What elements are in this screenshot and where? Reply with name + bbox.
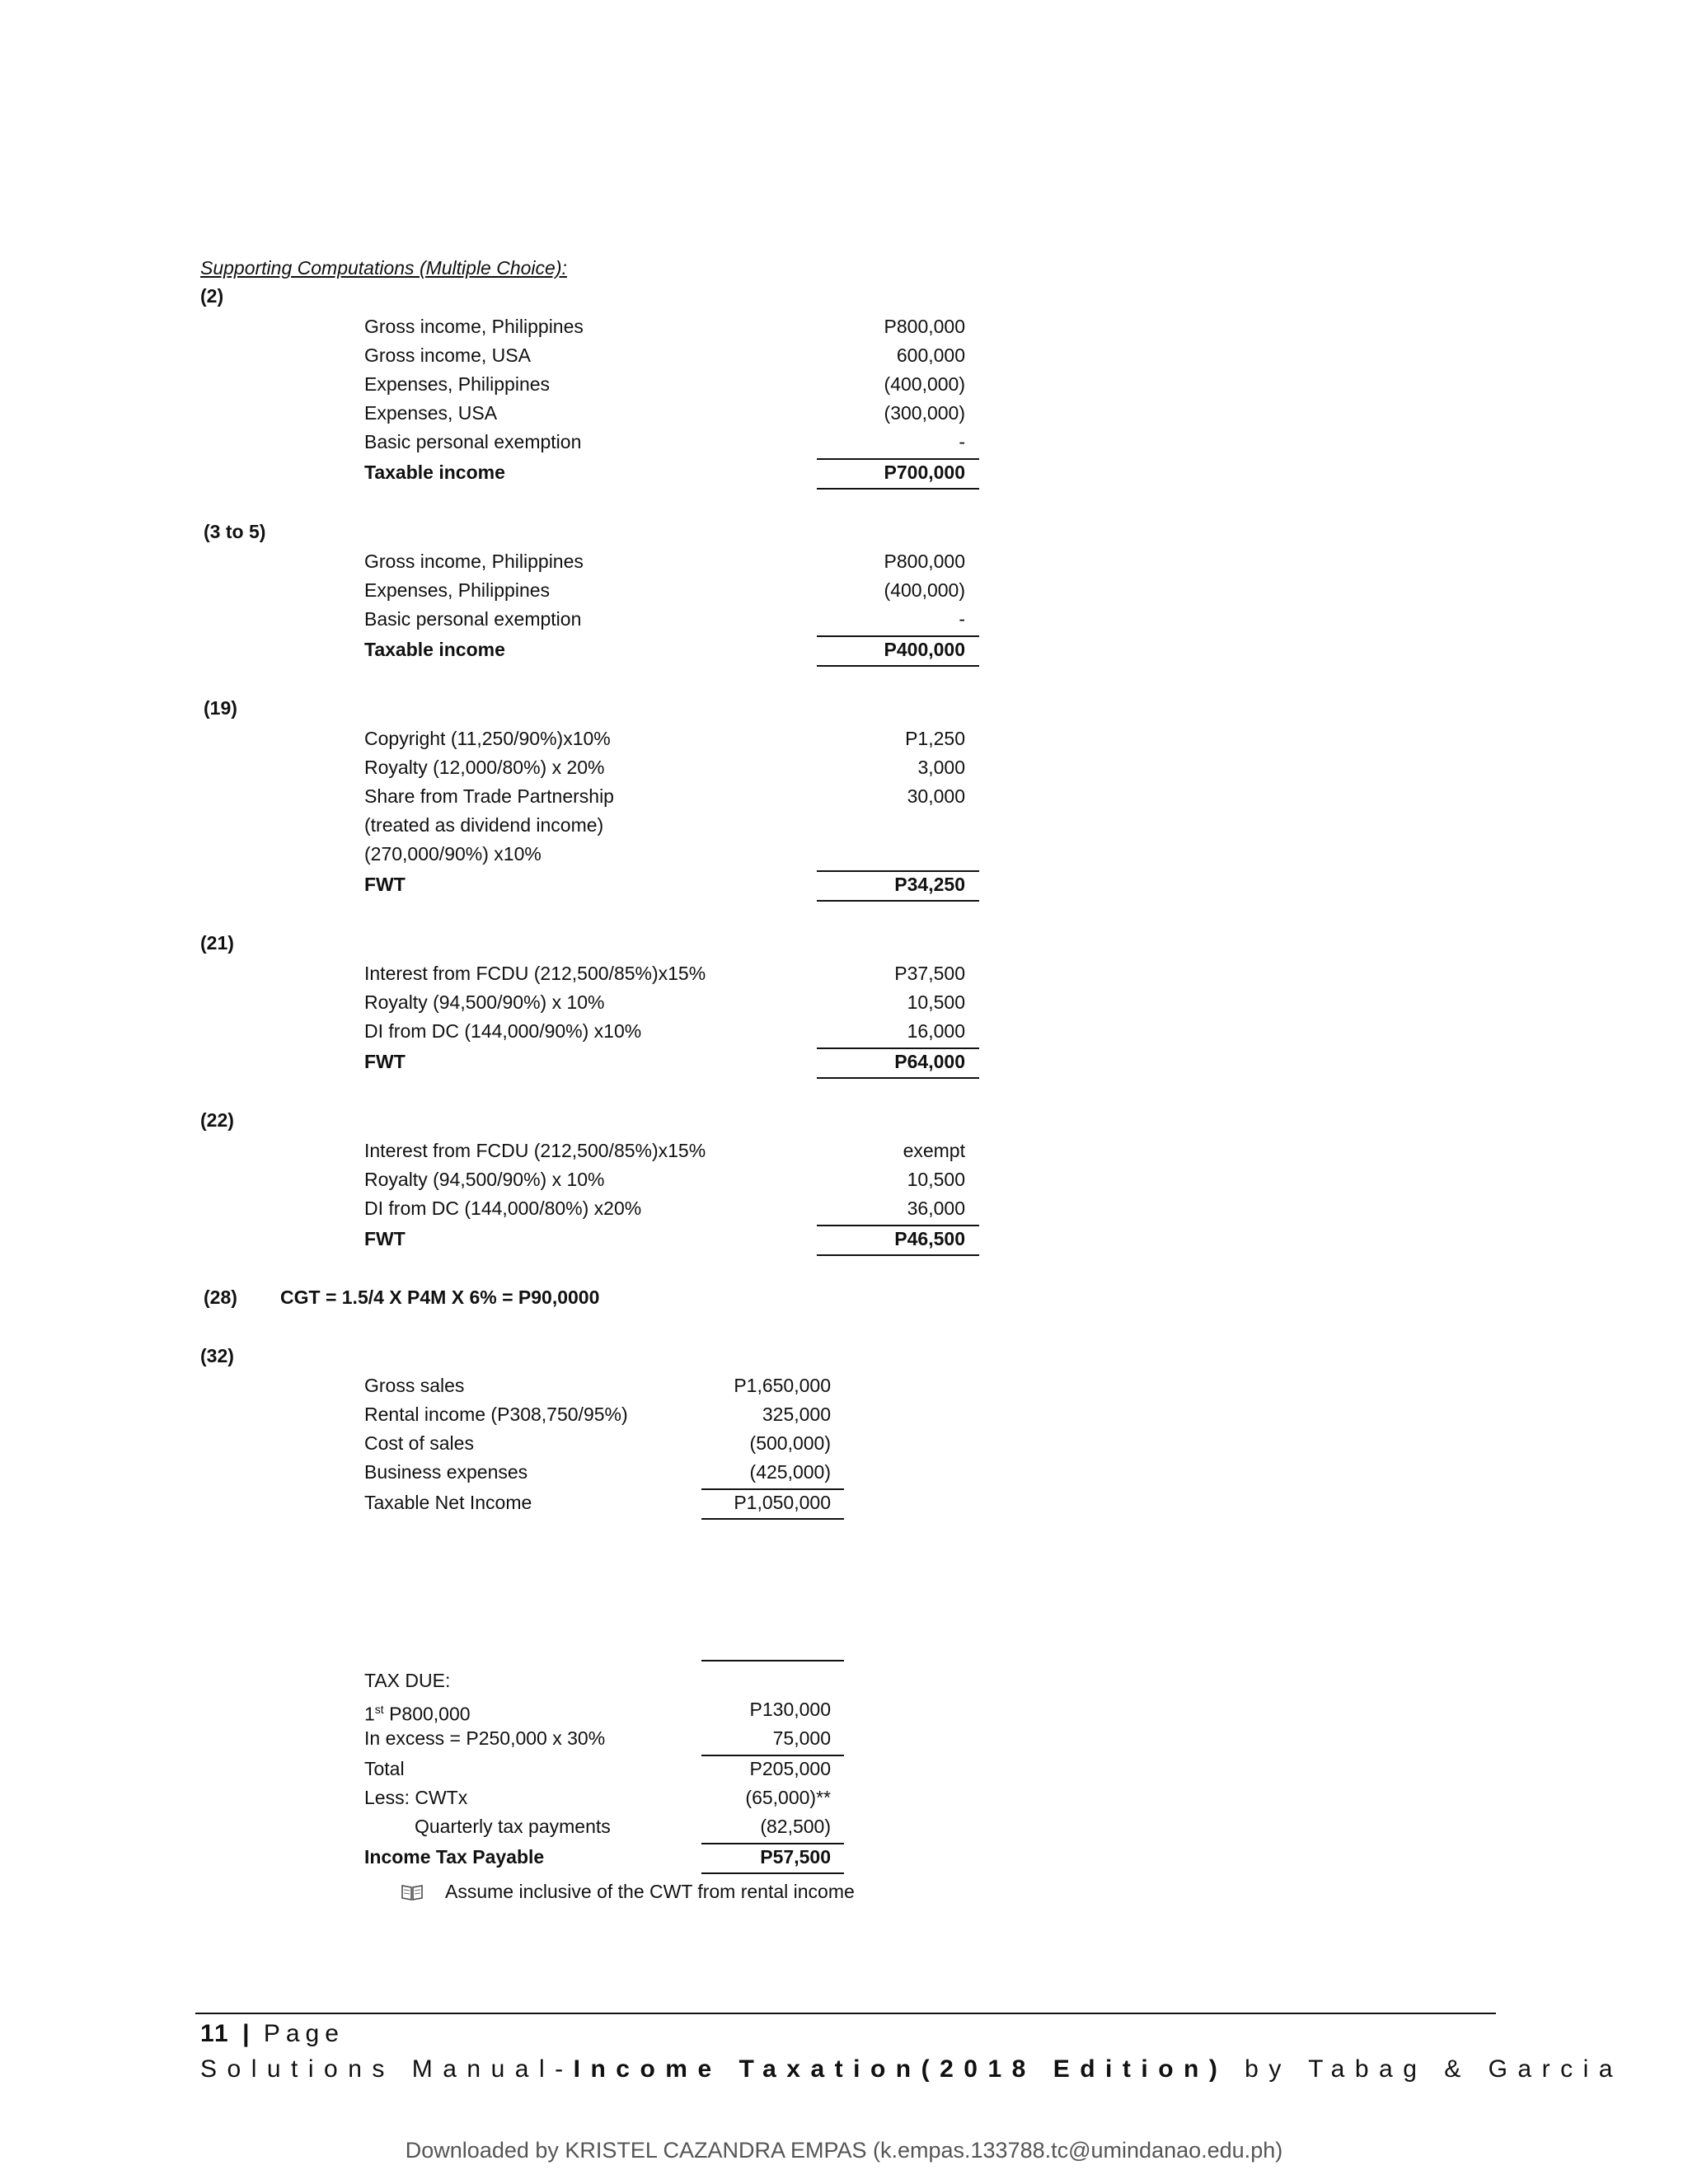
- total-rule: [701, 1518, 844, 1520]
- row-value: 3,000: [917, 757, 965, 778]
- row-value: -: [959, 431, 965, 452]
- row-value: 325,000: [762, 1404, 831, 1425]
- row-label: DI from DC (144,000/90%) x10%: [364, 1020, 642, 1042]
- row-value: (500,000): [749, 1432, 831, 1454]
- row-value: 36,000: [907, 1197, 965, 1219]
- total-rule: [817, 488, 979, 490]
- row-label: Expenses, Philippines: [364, 373, 551, 395]
- row-value: (400,000): [884, 373, 965, 395]
- total-label: Taxable income: [364, 639, 505, 660]
- row-value: 16,000: [907, 1020, 965, 1042]
- row-value: 10,500: [907, 991, 965, 1013]
- row-label: Rental income (P308,750/95%): [364, 1404, 628, 1425]
- total-label: Taxable Net Income: [364, 1492, 532, 1513]
- row-label: Basic personal exemption: [364, 608, 582, 630]
- total-tax-label: Total: [364, 1758, 405, 1779]
- row-value: (425,000): [749, 1461, 831, 1483]
- excess-label: In excess = P250,000 x 30%: [364, 1727, 606, 1749]
- row-label: Royalty (94,500/90%) x 10%: [364, 1169, 605, 1190]
- row-label: Expenses, Philippines: [364, 579, 551, 601]
- book-icon: [401, 1883, 424, 1901]
- quarterly-label: Quarterly tax payments: [415, 1816, 611, 1837]
- page-number: 11 | Page: [200, 2020, 345, 2047]
- row-label: Gross sales: [364, 1375, 465, 1396]
- total-tax-value: P205,000: [749, 1758, 831, 1779]
- total-value: P400,000: [884, 639, 965, 660]
- total-value: P34,250: [894, 874, 965, 895]
- row-label: Interest from FCDU (212,500/85%)x15%: [364, 963, 706, 984]
- income-tax-payable-value: P57,500: [760, 1846, 831, 1868]
- row-label: Royalty (94,500/90%) x 10%: [364, 991, 605, 1013]
- row-label: Business expenses: [364, 1461, 528, 1483]
- row-label: Copyright (11,250/90%)x10%: [364, 728, 611, 749]
- section-2-label: (2): [200, 285, 224, 307]
- row-value: (400,000): [884, 579, 965, 601]
- row-label: Royalty (12,000/80%) x 20%: [364, 757, 605, 778]
- row-value: 10,500: [907, 1169, 965, 1190]
- footnote: Assume inclusive of the CWT from rental income: [445, 1881, 855, 1902]
- row-value: P800,000: [884, 551, 965, 572]
- total-rule: [817, 1254, 979, 1256]
- section-21-label: (21): [200, 932, 234, 954]
- row-value: P800,000: [884, 316, 965, 337]
- section-32-label: (32): [200, 1345, 234, 1366]
- row-label: Interest from FCDU (212,500/85%)x15%: [364, 1140, 706, 1161]
- total-label: FWT: [364, 1051, 406, 1072]
- row-value: P1,650,000: [734, 1375, 831, 1396]
- row-label: Gross income, USA: [364, 344, 531, 366]
- cgt-formula: CGT = 1.5/4 X P4M X 6% = P90,0000: [280, 1286, 600, 1308]
- tax-due-title: TAX DUE:: [364, 1670, 451, 1691]
- row-label: Gross income, Philippines: [364, 316, 584, 337]
- supporting-computations-heading: Supporting Computations (Multiple Choice):: [200, 257, 567, 279]
- total-rule: [701, 1872, 844, 1874]
- tax-due-top-rule: [701, 1660, 844, 1661]
- total-label: Taxable income: [364, 462, 505, 483]
- book-title: Solutions Manual-Income Taxation(2018 Edition) by Tabag & Garcia: [200, 2055, 1623, 2083]
- cwt-value: (65,000)**: [745, 1787, 831, 1808]
- section-28-label: (28): [204, 1286, 237, 1308]
- row-label: DI from DC (144,000/80%) x20%: [364, 1197, 642, 1219]
- total-value: P64,000: [894, 1051, 965, 1072]
- row-label: Gross income, Philippines: [364, 551, 584, 572]
- row-label: Share from Trade Partnership: [364, 785, 614, 807]
- first-bracket-value: P130,000: [749, 1699, 831, 1720]
- row-value: (300,000): [884, 402, 965, 424]
- first-bracket-label: 1st P800,000: [364, 1703, 471, 1725]
- footer-rule: [195, 2013, 1496, 2014]
- row-label: (270,000/90%) x10%: [364, 843, 542, 865]
- section-3-to-5-label: (3 to 5): [204, 521, 266, 542]
- income-tax-payable-label: Income Tax Payable: [364, 1846, 545, 1868]
- excess-value: 75,000: [772, 1727, 831, 1749]
- row-value: exempt: [903, 1140, 965, 1161]
- cwt-label: Less: CWTx: [364, 1787, 468, 1808]
- row-value: -: [959, 608, 965, 630]
- section-22-label: (22): [200, 1109, 234, 1131]
- total-rule: [817, 1077, 979, 1079]
- row-value: P1,250: [905, 728, 965, 749]
- row-value: 30,000: [907, 785, 965, 807]
- row-label: Cost of sales: [364, 1432, 474, 1454]
- row-label: Expenses, USA: [364, 402, 498, 424]
- total-value: P700,000: [884, 462, 965, 483]
- row-value: P37,500: [894, 963, 965, 984]
- section-19-label: (19): [204, 697, 237, 719]
- total-value: P46,500: [894, 1228, 965, 1249]
- total-label: FWT: [364, 1228, 406, 1249]
- row-label: Basic personal exemption: [364, 431, 582, 452]
- row-value: 600,000: [896, 344, 965, 366]
- quarterly-value: (82,500): [760, 1816, 831, 1837]
- total-rule: [817, 900, 979, 902]
- row-label: (treated as dividend income): [364, 814, 604, 836]
- total-rule: [817, 665, 979, 667]
- total-value: P1,050,000: [734, 1492, 831, 1513]
- total-label: FWT: [364, 874, 406, 895]
- download-notice: Downloaded by KRISTEL CAZANDRA EMPAS (k.empas.133788.tc@umindanao.edu.ph): [405, 2138, 1283, 2163]
